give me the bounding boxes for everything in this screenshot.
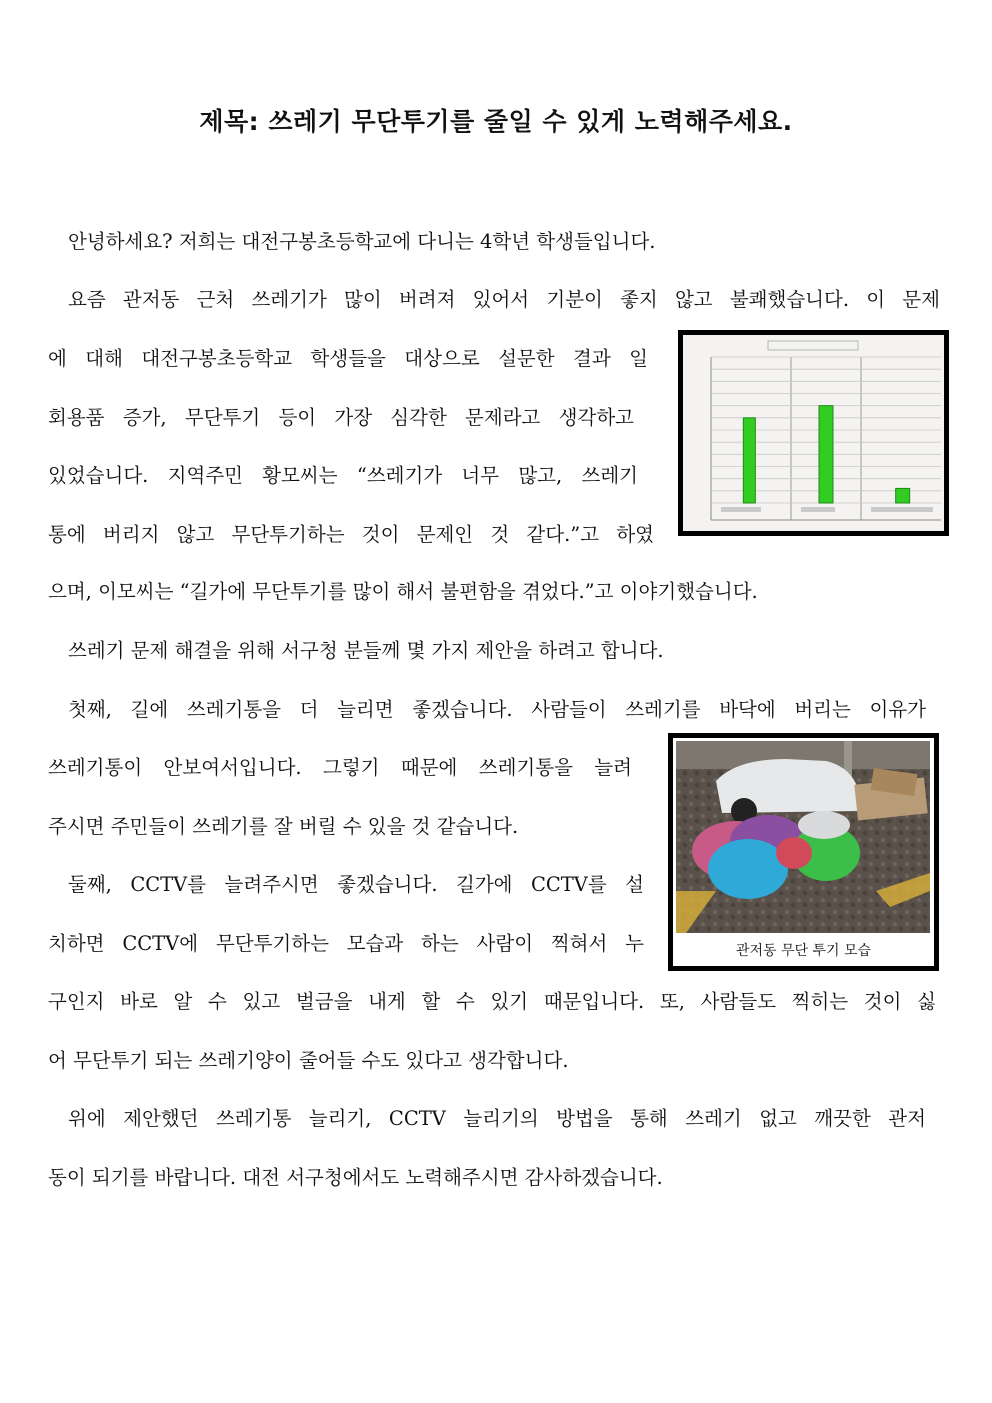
dumping-photo-frame bbox=[668, 733, 939, 971]
blue-trash-bag bbox=[708, 839, 788, 899]
body-line: 쓰레기통이 안보여서입니다. 그렇기 때문에 쓰레기통을 늘려 bbox=[48, 756, 632, 779]
chart-bar bbox=[743, 418, 755, 503]
body-line: 구인지 바로 알 수 있고 벌금을 내게 할 수 있기 때문입니다. 또, 사람들도 찍히는 것이 싫 bbox=[48, 990, 936, 1013]
body-line: 있었습니다. 지역주민 황모씨는 “쓰레기가 너무 많고, 쓰레기 bbox=[48, 464, 638, 487]
dumping-photo bbox=[676, 741, 930, 933]
white-trash-bag bbox=[798, 811, 850, 839]
body-line: 에 대해 대전구봉초등학교 학생들을 대상으로 설문한 결과 일 bbox=[48, 347, 648, 370]
body-line: 안녕하세요? 저희는 대전구봉초등학교에 다니는 4학년 학생들입니다. bbox=[68, 230, 656, 253]
x-label-scribble bbox=[721, 507, 761, 512]
survey-chart-frame bbox=[678, 330, 949, 536]
body-line: 으며, 이모씨는 “길가에 무단투기를 많이 해서 불편함을 겪었다.”고 이야기했습니다. bbox=[48, 580, 758, 603]
body-line: 회용품 증가, 무단투기 등이 가장 심각한 문제라고 생각하고 bbox=[48, 406, 634, 429]
chart-bar bbox=[819, 406, 833, 503]
body-line: 첫째, 길에 쓰레기통을 더 늘리면 좋겠습니다. 사람들이 쓰레기를 바닥에 버리는 이유가 bbox=[68, 698, 926, 721]
body-line: 위에 제안했던 쓰레기통 늘리기, CCTV 늘리기의 방법을 통해 쓰레기 없고 깨끗한 관저 bbox=[68, 1107, 926, 1130]
body-line: 쓰레기 문제 해결을 위해 서구청 분들께 몇 가지 제안을 하려고 합니다. bbox=[68, 639, 664, 662]
red-trash-bag bbox=[776, 837, 812, 869]
body-line: 주시면 주민들이 쓰레기를 잘 버릴 수 있을 것 같습니다. bbox=[48, 815, 519, 838]
body-line: 둘째, CCTV를 늘려주시면 좋겠습니다. 길가에 CCTV를 설 bbox=[68, 873, 644, 896]
x-label-scribble bbox=[801, 507, 835, 512]
body-line: 요즘 관저동 근처 쓰레기가 많이 버려져 있어서 기분이 좋지 않고 불쾌했습니다. 이 문제 bbox=[68, 288, 940, 311]
page-title: 제목: 쓰레기 무단투기를 줄일 수 있게 노력해주세요. bbox=[199, 107, 793, 136]
photo-caption: 관저동 무단 투기 모습 bbox=[735, 943, 872, 959]
body-line: 어 무단투기 되는 쓰레기양이 줄어들 수도 있다고 생각합니다. bbox=[48, 1049, 569, 1072]
chart-bar bbox=[896, 488, 910, 503]
x-label-scribble bbox=[871, 507, 933, 512]
survey-bar-chart bbox=[683, 335, 944, 531]
body-line: 동이 되기를 바랍니다. 대전 서구청에서도 노력해주시면 감사하겠습니다. bbox=[48, 1166, 663, 1189]
body-line: 통에 버리지 않고 무단투기하는 것이 문제인 것 같다.”고 하였 bbox=[48, 523, 654, 546]
body-line: 치하면 CCTV에 무단투기하는 모습과 하는 사람이 찍혀서 누 bbox=[48, 932, 644, 955]
